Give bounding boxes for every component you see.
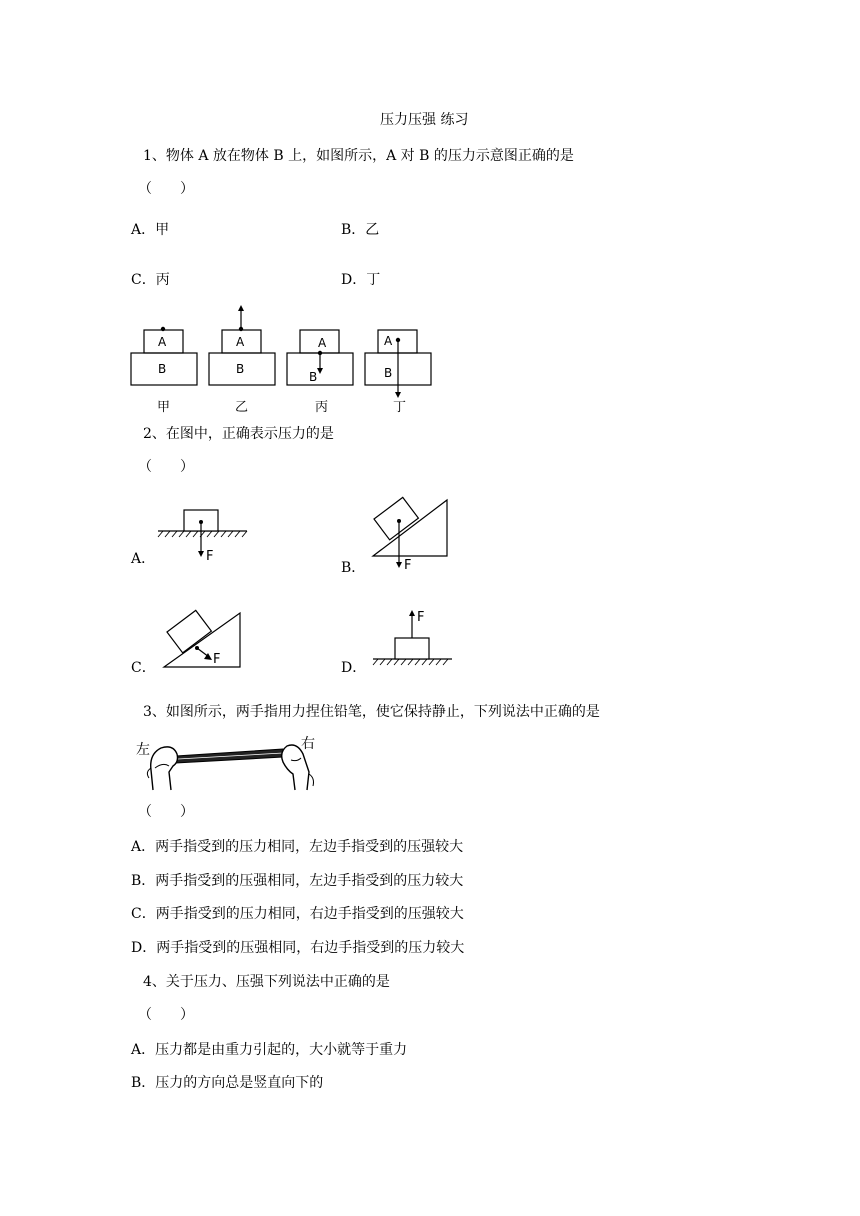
q2-bracket: （ ）: [138, 459, 194, 475]
q3-label-left: 左: [136, 742, 150, 758]
q1-option-d[interactable]: D．丁: [341, 272, 381, 288]
q2-force-label-d: F: [417, 610, 425, 625]
q2-stem: 2、在图中，正确表示压力的是: [143, 426, 334, 442]
q1-option-a[interactable]: A．甲: [131, 222, 170, 238]
q1-label-a-ding: A: [384, 334, 393, 348]
q1-label-b-yi: B: [236, 362, 245, 376]
q3-stem: 3、如图所示，两手指用力捏住铅笔，使它保持静止，下列说法中正确的是: [143, 704, 600, 720]
q4-stem: 4、关于压力、压强下列说法中正确的是: [143, 974, 390, 990]
q1-caption-jia: 甲: [157, 400, 171, 415]
q2-force-label-a: F: [206, 549, 214, 564]
q3-option-a[interactable]: A．两手指受到的压力相同，左边手指受到的压强较大: [131, 839, 464, 855]
q1-label-b-bing: B: [309, 370, 318, 384]
q2-figure-c: [158, 605, 248, 675]
q1-caption-ding: 丁: [393, 400, 407, 415]
q2-option-c[interactable]: C．: [131, 660, 156, 676]
q2-option-b[interactable]: B．: [341, 560, 366, 576]
q1-label-a-yi: A: [236, 335, 245, 349]
q1-label-a-jia: A: [158, 335, 167, 349]
q4-option-a[interactable]: A．压力都是由重力引起的，大小就等于重力: [131, 1042, 408, 1058]
q3-option-d[interactable]: D．两手指受到的压强相同，右边手指受到的压力较大: [131, 940, 465, 956]
q1-caption-bing: 丙: [315, 400, 329, 415]
q2-force-label-c: F: [213, 652, 221, 667]
q1-label-b-ding: B: [384, 366, 393, 380]
q2-figure-d: [368, 603, 458, 673]
q3-label-right: 右: [301, 736, 315, 752]
q1-caption-yi: 乙: [235, 400, 249, 415]
page-title: 压力压强 练习: [380, 112, 469, 128]
q2-force-label-b: F: [404, 558, 412, 573]
q1-label-a-bing: A: [318, 336, 327, 350]
q3-pencil-figure: [133, 732, 323, 794]
q2-figure-a: [155, 505, 255, 567]
q2-option-d[interactable]: D．: [341, 660, 367, 676]
q3-option-b[interactable]: B．两手指受到的压强相同，左边手指受到的压力较大: [131, 873, 464, 889]
q1-bracket: （ ）: [138, 181, 194, 197]
q1-figure: [120, 298, 450, 420]
q4-bracket: （ ）: [138, 1007, 194, 1023]
q1-option-b[interactable]: B．乙: [341, 222, 380, 238]
q1-label-b-jia: B: [158, 362, 167, 376]
q2-option-a[interactable]: A．: [131, 551, 156, 567]
q3-bracket: （ ）: [138, 804, 194, 820]
q2-figure-b: [365, 488, 455, 576]
q1-stem: 1、物体 A 放在物体 B 上，如图所示，A 对 B 的压力示意图正确的是: [143, 148, 574, 164]
q1-option-c[interactable]: C．丙: [131, 272, 170, 288]
q4-option-b[interactable]: B．压力的方向总是竖直向下的: [131, 1075, 324, 1091]
q3-option-c[interactable]: C．两手指受到的压力相同，右边手指受到的压强较大: [131, 906, 464, 922]
